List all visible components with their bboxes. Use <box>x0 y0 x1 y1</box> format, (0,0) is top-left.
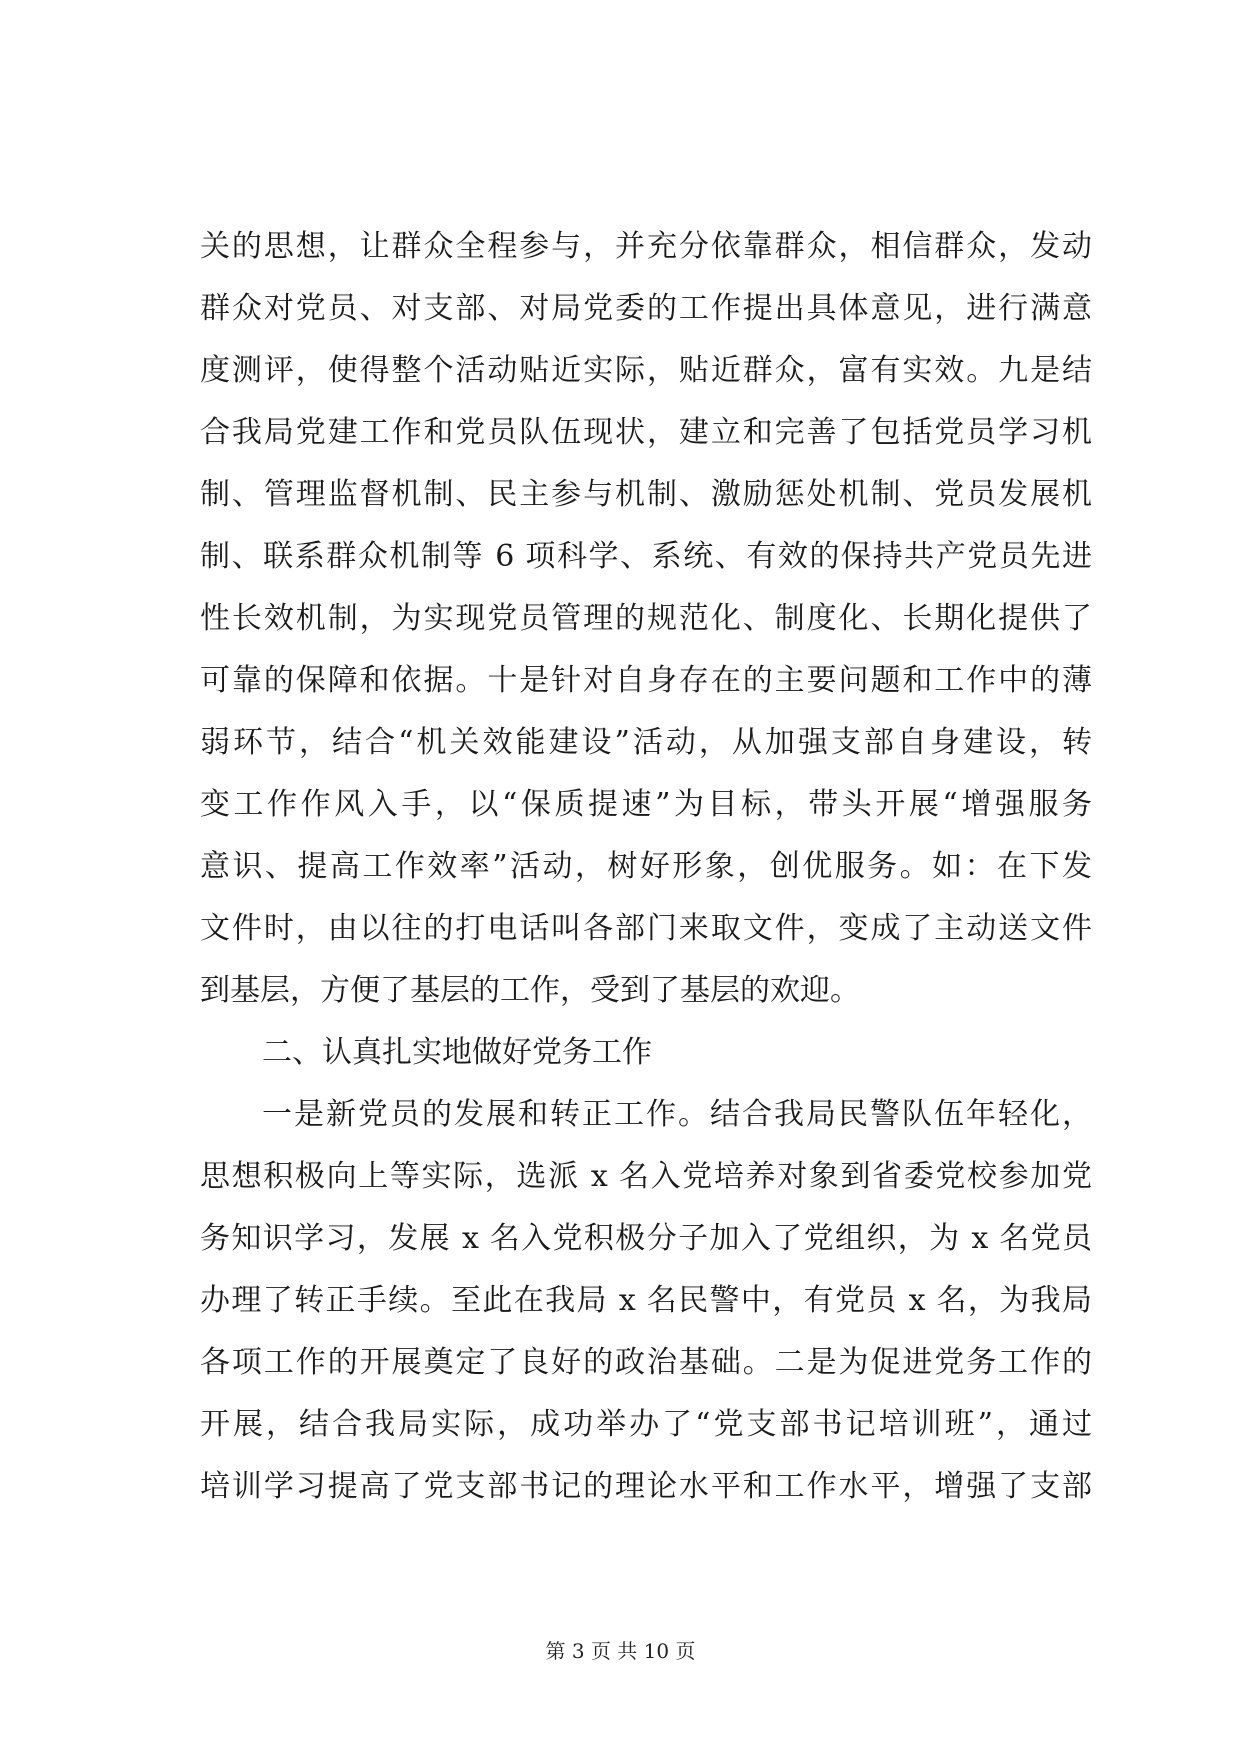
text-line: 思想积极向上等实际，选派 x 名入党培养对象到省委党校参加党 <box>200 1159 1092 1194</box>
text-line: 到基层，方便了基层的工作，受到了基层的欢迎。 <box>200 973 860 1008</box>
text-line: 关的思想，让群众全程参与，并充分依靠群众，相信群众，发动 <box>200 229 1092 264</box>
text-line: 办理了转正手续。至此在我局 x 名民警中，有党员 x 名，为我局 <box>200 1283 1092 1318</box>
text-line: 合我局党建工作和党员队伍现状，建立和完善了包括党员学习机 <box>200 415 1092 450</box>
text-line: 制、管理监督机制、民主参与机制、激励惩处机制、党员发展机 <box>200 477 1092 512</box>
text-line: 文件时，由以往的打电话叫各部门来取文件，变成了主动送文件 <box>200 911 1092 946</box>
text-line: 意识、提高工作效率”活动，树好形象，创优服务。如：在下发 <box>200 849 1092 884</box>
text-line: 弱环节，结合“机关效能建设”活动，从加强支部自身建设，转 <box>200 725 1092 760</box>
text-line: 性长效机制，为实现党员管理的规范化、制度化、长期化提供了 <box>200 601 1092 636</box>
paragraph-first-line: 一是新党员的发展和转正工作。结合我局民警队伍年轻化， <box>262 1097 1092 1132</box>
text-line: 可靠的保障和依据。十是针对自身存在的主要问题和工作中的薄 <box>200 663 1092 698</box>
text-line: 度测评，使得整个活动贴近实际，贴近群众，富有实效。九是结 <box>200 353 1092 388</box>
section-heading: 二、认真扎实地做好党务工作 <box>262 1035 652 1070</box>
page-footer: 第 3 页 共 10 页 <box>545 1639 696 1663</box>
text-line: 各项工作的开展奠定了良好的政治基础。二是为促进党务工作的 <box>200 1345 1092 1380</box>
text-line: 培训学习提高了党支部书记的理论水平和工作水平，增强了支部 <box>200 1469 1092 1504</box>
text-line: 群众对党员、对支部、对局党委的工作提出具体意见，进行满意 <box>200 291 1092 326</box>
text-line: 开展，结合我局实际，成功举办了“党支部书记培训班”，通过 <box>200 1407 1092 1442</box>
text-line: 制、联系群众机制等 6 项科学、系统、有效的保持共产党员先进 <box>200 539 1092 574</box>
text-line: 变工作作风入手，以“保质提速”为目标，带头开展“增强服务 <box>200 787 1092 822</box>
text-line: 务知识学习，发展 x 名入党积极分子加入了党组织，为 x 名党员 <box>200 1221 1092 1256</box>
document-body <box>200 229 1092 1534</box>
